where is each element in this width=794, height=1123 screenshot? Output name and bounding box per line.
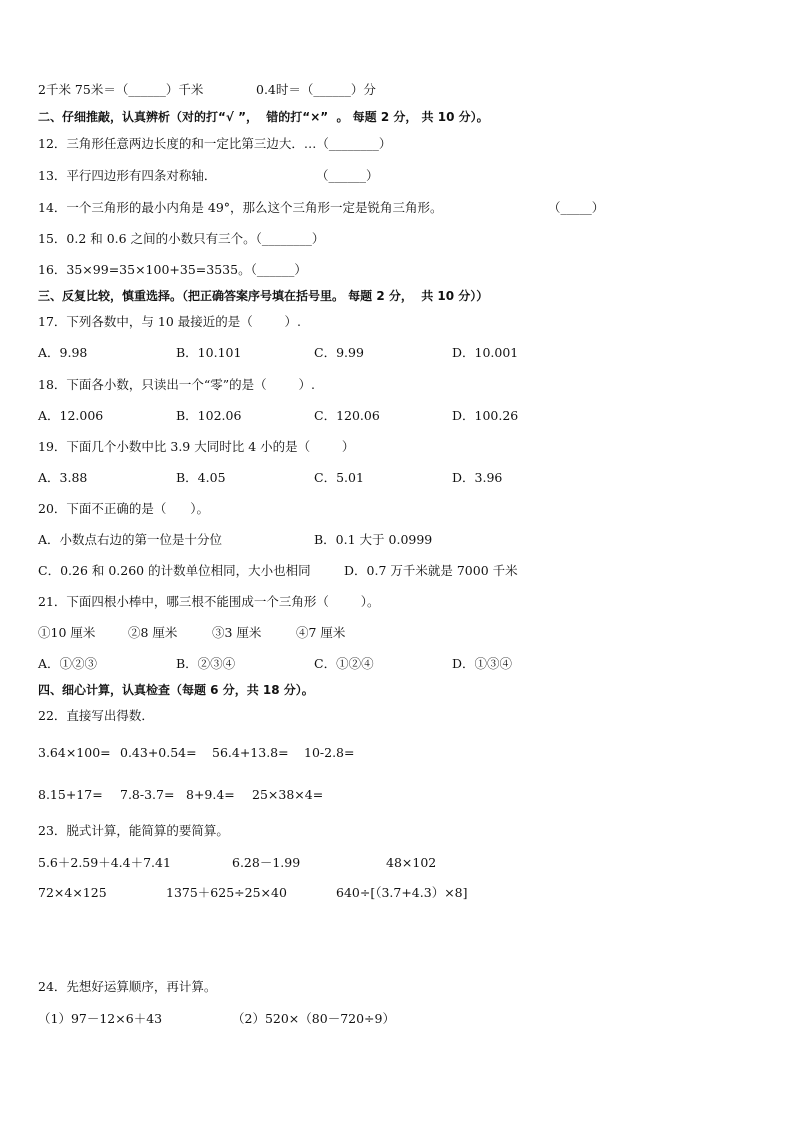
q19: 19．下面几个小数中比 3.9 大同时比 4 小的是（ ） (38, 439, 355, 454)
q19-option-d: D．3.96 (452, 470, 503, 485)
q24: 24．先想好运算顺序，再计算。 (38, 979, 217, 994)
q22-item: 8.15+17= (38, 787, 103, 802)
q21-stick-2: ②8 厘米 (128, 625, 178, 640)
q23-item: 72×4×125 (38, 885, 107, 900)
q21-stick-4: ④7 厘米 (296, 625, 346, 640)
q23-item: 1375＋625÷25×40 (166, 885, 287, 900)
q18-option-a: A．12.006 (38, 408, 104, 423)
q23-item: 5.6＋2.59＋4.4＋7.41 (38, 855, 171, 870)
q20-option-b: B．0.1 大于 0.0999 (314, 532, 433, 547)
section-3-heading: 三、反复比较，慎重选择。（把正确答案序号填在括号里。 每题 2 分， 共 10 分）） (38, 289, 489, 303)
q17-option-a: A．9.98 (38, 345, 88, 360)
q18-option-b: B．102.06 (176, 408, 242, 423)
q21-option-d: D．①③④ (452, 656, 513, 671)
q17: 17．下列各数中，与 10 最接近的是（ ）. (38, 314, 302, 329)
q21: 21．下面四根小棒中，哪三根不能围成一个三角形（ ）。 (38, 594, 380, 609)
q22-item: 25×38×4= (252, 787, 324, 802)
section-4-heading: 四、细心计算，认真检查（每题 6 分，共 18 分）。 (38, 683, 314, 697)
q22-item: 3.64×100= (38, 745, 111, 760)
q22: 22．直接写出得数． (38, 708, 154, 723)
q22-item: 56.4+13.8= (212, 745, 289, 760)
q18-option-c: C．120.06 (314, 408, 380, 423)
q18: 18．下面各小数，只读出一个“零”的是（ ）. (38, 377, 315, 392)
q17-option-d: D．10.001 (452, 345, 519, 360)
q24-item-1: （1）97－12×6＋43 (38, 1011, 163, 1026)
q20-option-a: A．小数点右边的第一位是十分位 (38, 532, 223, 547)
q13-answer-blank: （______） (316, 168, 379, 183)
q19-option-a: A．3.88 (38, 470, 88, 485)
q20: 20．下面不正确的是（ ）。 (38, 501, 209, 516)
q22-item: 8+9.4= (186, 787, 235, 802)
q22-item: 10-2.8= (304, 745, 355, 760)
section-2-heading: 二、仔细推敲，认真辨析（对的打“√ ”， 错的打“×” 。 每题 2 分， 共 10 分）。 (38, 110, 489, 124)
q17-option-c: C．9.99 (314, 345, 364, 360)
q17-option-b: B．10.101 (176, 345, 242, 360)
q18-option-d: D．100.26 (452, 408, 519, 423)
q15: 15．0.2 和 0.6 之间的小数只有三个。（________） (38, 231, 325, 246)
q19-option-b: B．4.05 (176, 470, 226, 485)
q21-option-c: C．①②④ (314, 656, 374, 671)
q22-item: 0.43+0.54= (120, 745, 197, 760)
q21-stick-3: ③3 厘米 (212, 625, 262, 640)
q21-stick-1: ①10 厘米 (38, 625, 96, 640)
q21-option-b: B．②③④ (176, 656, 236, 671)
q20-option-d: D．0.7 万千米就是 7000 千米 (344, 563, 518, 578)
q12: 12．三角形任意两边长度的和一定比第三边大．…（________） (38, 136, 392, 151)
q14-answer-blank: （_____） (548, 200, 605, 215)
q13: 13．平行四边形有四条对称轴． (38, 168, 217, 183)
q22-item: 7.8-3.7= (120, 787, 175, 802)
q23-item: 6.28－1.99 (232, 855, 301, 870)
q23: 23．脱式计算，能简算的要简算。 (38, 823, 229, 838)
q19-option-c: C．5.01 (314, 470, 364, 485)
q11-line-b: 0.4时＝（______）分 (256, 82, 376, 97)
q14: 14．一个三角形的最小内角是 49°，那么这个三角形一定是锐角三角形。 (38, 200, 443, 215)
q20-option-c: C．0.26 和 0.260 的计数单位相同，大小也相同 (38, 563, 311, 578)
q23-item: 48×102 (386, 855, 437, 870)
q24-item-2: （2）520×（80－720÷9） (232, 1011, 395, 1026)
q21-option-a: A．①②③ (38, 656, 98, 671)
q11-line-a: 2千米 75米＝（______）千米 (38, 82, 204, 97)
q23-item: 640÷[（3.7+4.3）×8] (336, 885, 468, 900)
q16: 16．35×99=35×100+35=3535。（______） (38, 262, 307, 277)
